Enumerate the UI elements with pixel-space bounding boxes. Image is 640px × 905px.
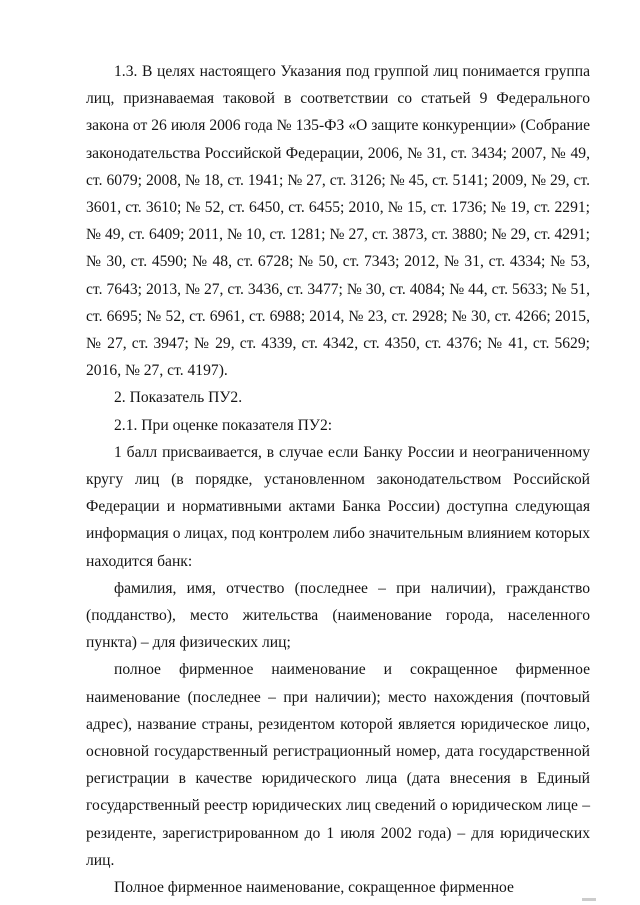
paragraph-one-point: 1 балл присваивается, в случае если Банку России и неограниченному кругу лиц (в порядке, установленном законодательством Российской Федерации и нормативными актами Банка России) доступна следующая информация о лицах, под контролем либо значительным влиянием которых находится банк:: [86, 443, 590, 570]
paragraph-2-1: 2.1. При оценке показателя ПУ2:: [114, 416, 333, 434]
paragraph-full-name: Полное фирменное наименование, сокращенное фирменное: [114, 879, 514, 897]
paragraph-1-3: 1.3. В целях настоящего Указания под группой лиц понимается группа лиц, признаваемая таковой в соответствии со статьей 9 Федерального закона от 26 июля 2006 года № 135-ФЗ «О защите конкуренции» (Собрание законодательства Российской Федерации, 2006, № 31, ст. 3434; 2007, № 49, ст. 6079; 2008, № 18, ст. 1941; № 27, ст. 3126; № 45, ст. 5141; 2009, № 29, ст. 3601, ст. 3610; № 52, ст. 6450, ст. 6455; 2010, № 15, ст. 1736; № 19, ст. 2291; № 49, ст. 6409; 2011, № 10, ст. 1281; № 27, ст. 3873, ст. 3880; № 29, ст. 4291; № 30, ст. 4590; № 48, ст. 6728; № 50, ст. 7343; 2012, № 31, ст. 4334; № 53, ст. 7643; 2013, № 27, ст. 3436, ст. 3477; № 30, ст. 4084; № 44, ст. 5633; № 51, ст. 6695; № 52, ст. 6961, ст. 6988; 2014, № 23, ст. 2928; № 30, ст. 4266; 2015, № 27, ст. 3947; № 29, ст. 4339, ст. 4342, ст. 4350, ст. 4376; № 41, ст. 5629; 2016, № 27, ст. 4197).: [86, 63, 590, 380]
document-body: [86, 58, 590, 901]
paragraph-legal-entities: полное фирменное наименование и сокращенное фирменное наименование (последнее – при наличии); место нахождения (почтовый адрес), название страны, резидентом которой является юридическое лицо, основной государственный регистрационный номер, дата государственной регистрации в качестве юридического лица (дата внесения в Единый государственный реестр юридических лиц сведений о юридическом лице – резиденте, зарегистрированном до 1 июля 2002 года) – для юридических лиц.: [86, 661, 590, 869]
page-edge-mark: [582, 898, 596, 901]
paragraph-section-2: 2. Показатель ПУ2.: [114, 389, 243, 407]
paragraph-individuals: фамилия, имя, отчество (последнее – при наличии), гражданство (подданство), место жительства (наименование города, населенного пункта) – для физических лиц;: [86, 579, 590, 652]
